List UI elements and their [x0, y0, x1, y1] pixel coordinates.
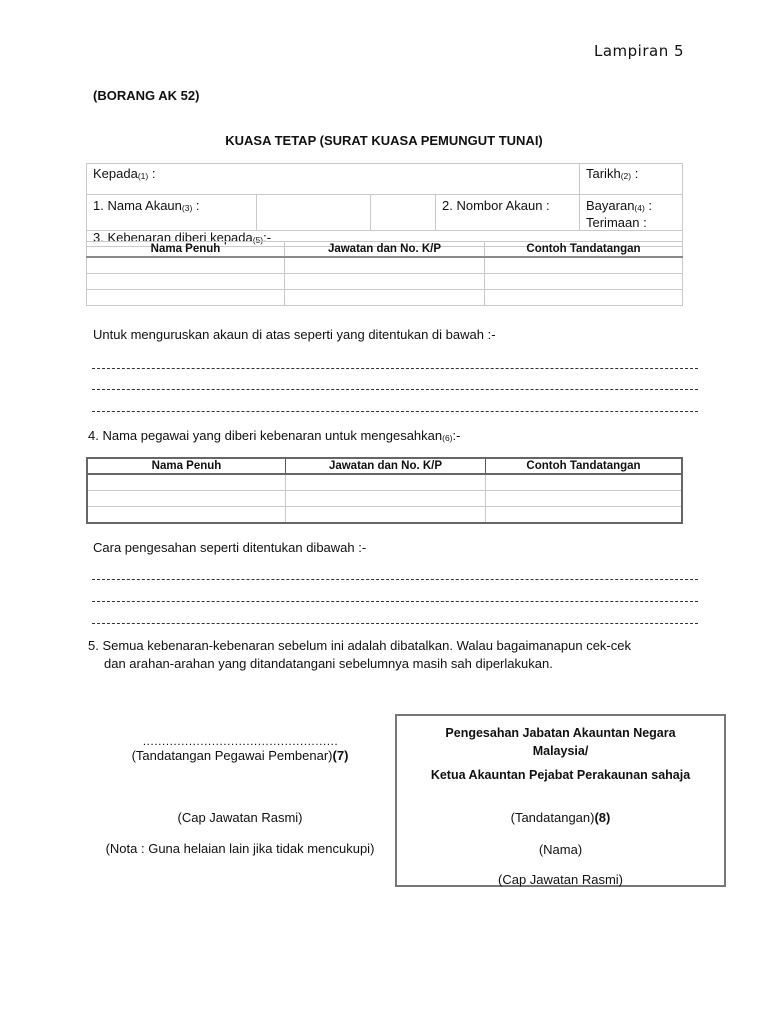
dashed-line — [92, 623, 698, 624]
table-cell[interactable] — [87, 257, 285, 274]
authorized-signatories-table — [86, 241, 683, 306]
nombor-akaun-label: 2. Nombor Akaun : — [442, 198, 550, 213]
table-cell[interactable] — [285, 274, 485, 290]
tarikh-cell[interactable] — [580, 164, 683, 195]
table-cell[interactable] — [485, 257, 683, 274]
table-cell[interactable] — [486, 474, 683, 491]
table-cell[interactable] — [87, 474, 286, 491]
nama-akaun-value-cell[interactable] — [257, 195, 371, 231]
table-row — [87, 507, 682, 524]
nama-akaun-no: (3) — [181, 203, 193, 213]
borang-code: (BORANG AK 52) — [93, 88, 200, 103]
form-title: KUASA TETAP (SURAT KUASA PEMUNGUT TUNAI) — [225, 133, 543, 148]
table-cell[interactable] — [285, 290, 485, 306]
table-cell[interactable] — [285, 257, 485, 274]
nama-pegawai-label: 4. Nama pegawai yang diberi kebenaran untuk mengesahkan — [88, 428, 443, 443]
table-row — [87, 491, 682, 507]
bayaran-colon: : — [644, 198, 653, 213]
kebenaran-suffix: :- — [263, 230, 272, 245]
box-tandatangan-label: (Tandatangan) — [510, 810, 595, 825]
nama-akaun-colon: : — [192, 198, 200, 213]
table-cell[interactable] — [87, 491, 286, 507]
kepada-no: (1) — [137, 171, 149, 181]
nama-akaun-cell[interactable] — [87, 195, 257, 231]
box-tandatangan — [397, 810, 724, 825]
table-cell[interactable] — [485, 290, 683, 306]
table-row — [87, 257, 683, 274]
box-line2: Malaysia/ — [532, 744, 589, 758]
table-cell[interactable] — [87, 274, 285, 290]
verifying-officers-table — [86, 457, 683, 524]
table-cell[interactable] — [87, 290, 285, 306]
table-cell[interactable] — [485, 274, 683, 290]
left-sign-dots: …………………………………………… — [142, 734, 338, 748]
table-cell[interactable] — [286, 507, 486, 524]
tarikh-no: (2) — [620, 171, 632, 181]
box-line3: Ketua Akauntan Pejabat Perakaunan sahaja — [430, 768, 691, 782]
table-cell[interactable] — [87, 507, 286, 524]
table-row — [87, 274, 683, 290]
table-row — [87, 290, 683, 306]
untuk-text: Untuk menguruskan akaun di atas seperti yang ditentukan di bawah :- — [93, 327, 496, 342]
dashed-line — [92, 389, 698, 390]
box-line1: Pengesahan Jabatan Akauntan Negara — [445, 726, 676, 740]
table-cell[interactable] — [286, 491, 486, 507]
item5-line2: dan arahan-arahan yang ditandatangani sebelumnya masih sah diperlakukan. — [104, 656, 553, 671]
kepada-label: Kepada — [93, 166, 138, 181]
col-nama-penuh: Nama Penuh — [87, 242, 285, 258]
col-jawatan: Jawatan dan No. K/P — [285, 242, 485, 258]
bayaran-cell[interactable] — [580, 195, 683, 231]
nama-akaun-label: 1. Nama Akaun — [93, 198, 182, 213]
kebenaran-no: (5) — [252, 235, 264, 245]
col-contoh-tandatangan: Contoh Tandatangan — [485, 242, 683, 258]
col-jawatan: Jawatan dan No. K/P — [286, 458, 486, 474]
table-cell[interactable] — [486, 507, 683, 524]
item5-line1: 5. Semua kebenaran-kebenaran sebelum ini adalah dibatalkan. Walau bagaimanapun cek-cek — [88, 638, 631, 653]
left-cap: (Cap Jawatan Rasmi) — [177, 810, 303, 825]
terimaan-label: Terimaan : — [586, 215, 647, 230]
kepada-cell[interactable] — [87, 164, 580, 195]
lampiran-label: Lampiran 5 — [594, 42, 685, 60]
left-sign-tandatangan: (Tandatangan Pegawai Pembenar) — [131, 748, 333, 763]
nombor-akaun-cell[interactable] — [436, 195, 580, 231]
col-contoh-tandatangan: Contoh Tandatangan — [486, 458, 683, 474]
nama-akaun-extra-cell[interactable] — [371, 195, 436, 231]
bayaran-no: (4) — [634, 203, 645, 213]
kebenaran-label: 3. Kebenaran diberi kepada — [93, 230, 253, 245]
table-cell[interactable] — [286, 474, 486, 491]
nama-pegawai-no: (6) — [442, 433, 453, 443]
box-nama: (Nama) — [538, 842, 583, 857]
left-nota: (Nota : Guna helaian lain jika tidak mencukupi) — [105, 841, 375, 856]
box-cap: (Cap Jawatan Rasmi) — [498, 872, 623, 887]
table-cell[interactable] — [486, 491, 683, 507]
nama-pegawai-text — [88, 426, 460, 447]
verification-box — [395, 714, 726, 887]
dashed-line — [92, 411, 698, 412]
bayaran-label: Bayaran — [586, 198, 635, 213]
tarikh-label: Tarikh — [586, 166, 621, 181]
info-table — [86, 163, 683, 247]
cara-text: Cara pengesahan seperti ditentukan dibawah :- — [93, 540, 367, 555]
left-sign-label — [90, 748, 390, 763]
dashed-line — [92, 601, 698, 602]
col-nama-penuh: Nama Penuh — [87, 458, 286, 474]
kepada-colon: : — [148, 166, 156, 181]
dashed-line — [92, 579, 698, 580]
nama-pegawai-suffix: :- — [452, 428, 461, 443]
dashed-line — [92, 368, 698, 369]
tarikh-colon: : — [631, 166, 639, 181]
box-tandatangan-no: (8) — [594, 810, 611, 825]
left-sign-no: (7) — [332, 748, 349, 763]
table-row — [87, 474, 682, 491]
